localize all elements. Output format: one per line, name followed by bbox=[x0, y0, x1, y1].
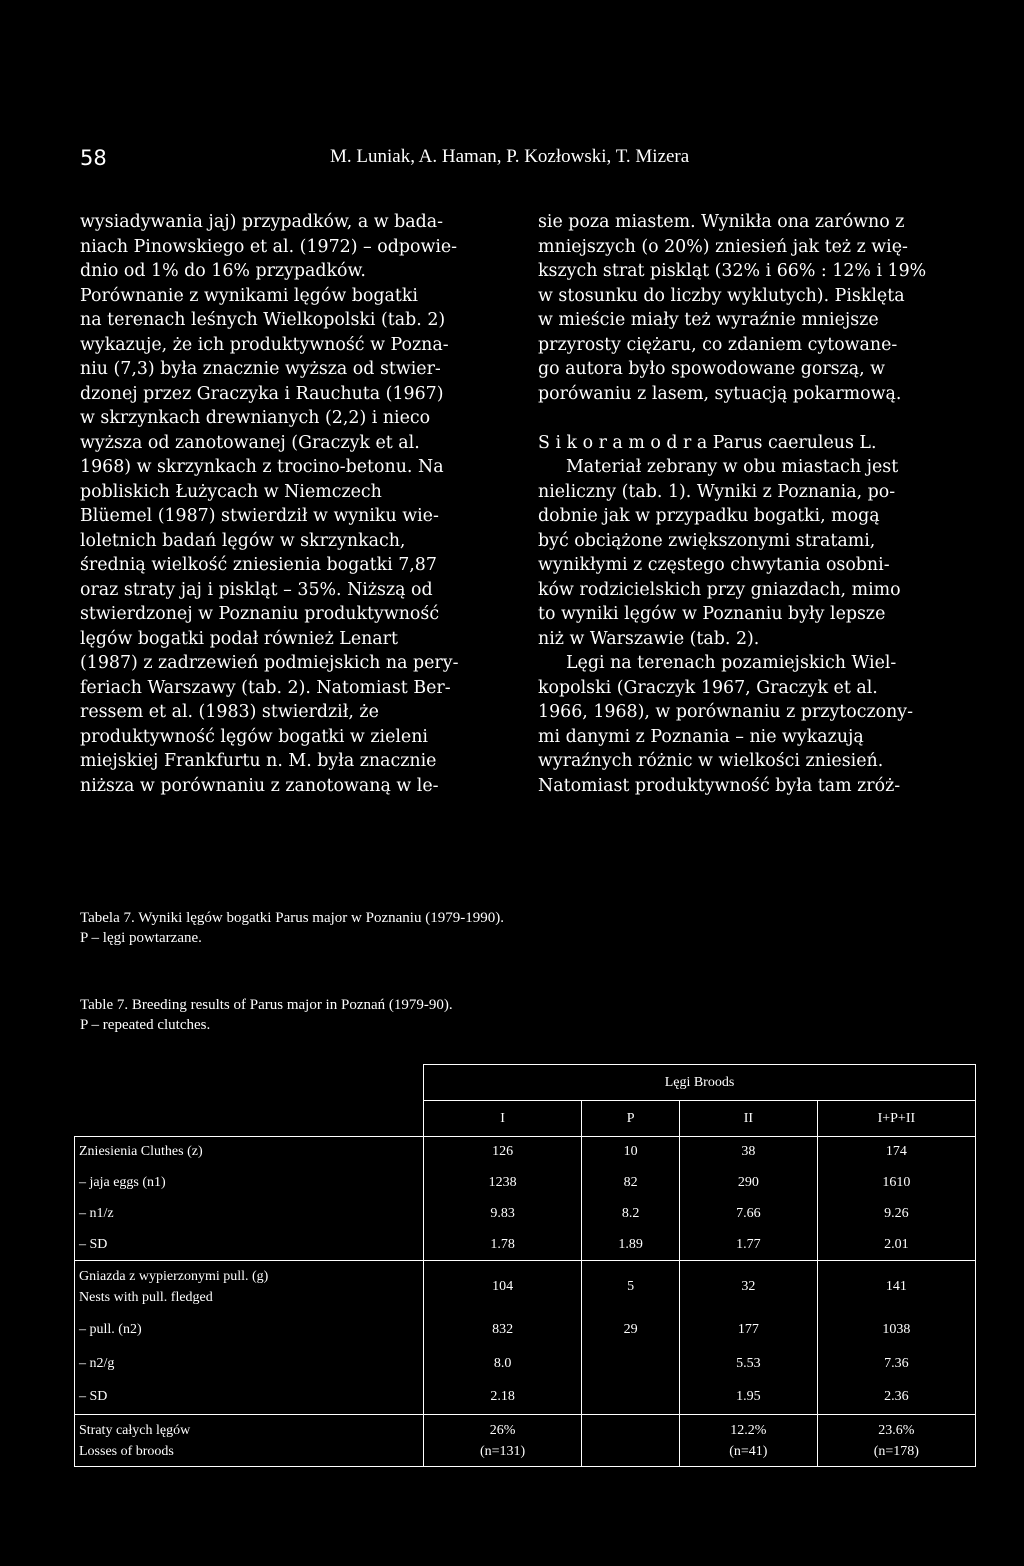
table-row bbox=[75, 1381, 976, 1415]
row-label: – pull. (n2) bbox=[75, 1313, 424, 1347]
text-line: wyraźnych różnic w wielkości zniesień. bbox=[538, 751, 884, 771]
text-line: Lęgi na terenach pozamiejskich Wiel- bbox=[566, 653, 897, 673]
text-line: w skrzynkach drewnianych (2,2) i nieco bbox=[80, 408, 431, 428]
table-row bbox=[75, 1313, 976, 1347]
table-cell: 177 bbox=[679, 1313, 817, 1347]
text-line: niż w Warszawie (tab. 2). bbox=[538, 628, 760, 649]
table-cell: 1610 bbox=[817, 1168, 975, 1199]
table-cell: 9.26 bbox=[817, 1199, 975, 1230]
row-label: – SD bbox=[75, 1381, 424, 1415]
section-heading: S i k o r a m o d r a Parus caeruleus L. bbox=[538, 432, 877, 453]
text-line: oraz straty jaj i piskląt – 35%. Niższą od bbox=[80, 579, 433, 600]
row-label bbox=[75, 1261, 424, 1313]
text-line: być obciążone zwiększonymi stratami, bbox=[538, 530, 876, 551]
row-label-en: Losses of broods bbox=[79, 1443, 174, 1459]
text-line: ków rodzicielskich przy gniazdach, mimo bbox=[538, 579, 901, 600]
text-line: mniejszych (o 20%) zniesień jak też z wię- bbox=[538, 236, 908, 257]
text-line: kopolski (Graczyk 1967, Graczyk et al. bbox=[538, 677, 878, 698]
table-cell: 126 bbox=[424, 1137, 582, 1168]
right-text-column bbox=[538, 210, 964, 798]
table-row bbox=[75, 1137, 976, 1168]
text-line: loletnich badań lęgów w skrzynkach, bbox=[80, 530, 406, 551]
table-cell bbox=[582, 1415, 680, 1467]
cell-n: (n=178) bbox=[873, 1443, 919, 1459]
caption-line: P – repeated clutches. bbox=[80, 1017, 211, 1033]
text-line: przyrosty ciężaru, co zdaniem cytowane- bbox=[538, 334, 898, 355]
text-line: Materiał zebrany w obu miastach jest bbox=[566, 457, 899, 477]
table-cell: 29 bbox=[582, 1313, 680, 1347]
table-cell: 1038 bbox=[817, 1313, 975, 1347]
column-header: I+P+II bbox=[817, 1101, 975, 1137]
caption-english bbox=[80, 995, 453, 1035]
table-cell: 7.36 bbox=[817, 1347, 975, 1381]
text-line: pobliskich Łużycach w Niemczech bbox=[80, 481, 382, 502]
table-cell: 174 bbox=[817, 1137, 975, 1168]
table-cell bbox=[817, 1415, 975, 1467]
table-cell: 2.36 bbox=[817, 1381, 975, 1415]
column-header: I bbox=[424, 1101, 582, 1137]
cell-value: 12.2% bbox=[730, 1422, 767, 1438]
text-line bbox=[538, 406, 964, 431]
table-cell: 2.01 bbox=[817, 1230, 975, 1261]
text-line: dzonej przez Graczyka i Rauchuta (1967) bbox=[80, 383, 444, 404]
table-cell: 2.18 bbox=[424, 1381, 582, 1415]
caption-line: Tabela 7. Wyniki lęgów bogatki Parus major w Poznaniu (1979-1990). bbox=[80, 910, 504, 926]
text-line: produktywność lęgów bogatki w zieleni bbox=[80, 726, 428, 747]
text-line: 1968) w skrzynkach z trocino-betonu. Na bbox=[80, 457, 444, 477]
text-line: wynikłymi z częstego chwytania osobni- bbox=[538, 555, 890, 575]
table-cell: 290 bbox=[679, 1168, 817, 1199]
table-cell: 8.2 bbox=[582, 1199, 680, 1230]
caption-line: Table 7. Breeding results of Parus major in Poznań (1979-90). bbox=[80, 997, 453, 1013]
cell-value: 23.6% bbox=[878, 1422, 915, 1438]
row-label: – n2/g bbox=[75, 1347, 424, 1381]
row-label: – n1/z bbox=[75, 1199, 424, 1230]
column-header: II bbox=[679, 1101, 817, 1137]
table-cell: 32 bbox=[679, 1261, 817, 1313]
table-cell: 1.89 bbox=[582, 1230, 680, 1261]
table-cell: 141 bbox=[817, 1261, 975, 1313]
text-line: dobnie jak w przypadku bogatki, mogą bbox=[538, 506, 880, 526]
text-line: na terenach leśnych Wielkopolski (tab. 2) bbox=[80, 310, 446, 330]
table-cell: 7.66 bbox=[679, 1199, 817, 1230]
table-row bbox=[75, 1168, 976, 1199]
text-line: wyższa od zanotowanej (Graczyk et al. bbox=[80, 432, 420, 453]
text-line: porówaniu z lasem, sytuacją pokarmową. bbox=[538, 383, 902, 404]
text-line: wysiadywania jaj) przypadków, a w bada- bbox=[80, 212, 444, 232]
breeding-results-table bbox=[74, 1064, 976, 1467]
row-label: – jaja eggs (n1) bbox=[75, 1168, 424, 1199]
table-cell: 1.95 bbox=[679, 1381, 817, 1415]
row-label bbox=[75, 1415, 424, 1467]
text-line: sie poza miastem. Wynikła ona zarówno z bbox=[538, 212, 905, 232]
text-line: Natomiast produktywność była tam zróż- bbox=[538, 775, 901, 796]
row-label-en: Nests with pull. fledged bbox=[79, 1289, 213, 1305]
table-cell: 5 bbox=[582, 1261, 680, 1313]
table-cell: 9.83 bbox=[424, 1199, 582, 1230]
table-group-header: Lęgi Broods bbox=[424, 1065, 976, 1101]
table-row bbox=[75, 1230, 976, 1261]
text-line: nieliczny (tab. 1). Wyniki z Poznania, po- bbox=[538, 481, 896, 502]
table-cell: 1.78 bbox=[424, 1230, 582, 1261]
row-label-pl: Gniazda z wypierzonymi pull. (g) bbox=[79, 1268, 269, 1284]
table-row bbox=[75, 1261, 976, 1313]
table-cell: 5.53 bbox=[679, 1347, 817, 1381]
table-cell: 1238 bbox=[424, 1168, 582, 1199]
row-label: Zniesienia Cluthes (z) bbox=[75, 1137, 424, 1168]
text-line: 1966, 1968), w porównaniu z przytoczony- bbox=[538, 702, 914, 722]
table-row bbox=[75, 1199, 976, 1230]
text-line: go autora było spowodowane gorszą, w bbox=[538, 359, 886, 379]
caption-polish bbox=[80, 908, 504, 948]
table-corner bbox=[75, 1101, 424, 1137]
text-line: Blüemel (1987) stwierdził w wyniku wie- bbox=[80, 506, 439, 526]
text-line: (1987) z zadrzewień podmiejskich na pery- bbox=[80, 653, 459, 673]
text-line: miejskiej Frankfurtu n. M. była znacznie bbox=[80, 751, 437, 771]
table-cell: 82 bbox=[582, 1168, 680, 1199]
text-line: Porównanie z wynikami lęgów bogatki bbox=[80, 285, 418, 306]
text-line: niach Pinowskiego et al. (1972) – odpowie- bbox=[80, 236, 458, 257]
running-head-authors: M. Luniak, A. Haman, P. Kozłowski, T. Mizera bbox=[330, 146, 690, 167]
text-line: feriach Warszawy (tab. 2). Natomiast Ber- bbox=[80, 677, 451, 698]
table-row bbox=[75, 1347, 976, 1381]
table-cell: 10 bbox=[582, 1137, 680, 1168]
text-line: dnio od 1% do 16% przypadków. bbox=[80, 261, 366, 281]
cell-n: (n=41) bbox=[729, 1443, 768, 1459]
text-line: średnią wielkość zniesienia bogatki 7,87 bbox=[80, 555, 437, 575]
row-label: – SD bbox=[75, 1230, 424, 1261]
text-line: niższa w porównaniu z zanotowaną w le- bbox=[80, 775, 439, 796]
table-cell bbox=[582, 1347, 680, 1381]
table-cell bbox=[582, 1381, 680, 1415]
text-line: stwierdzonej w Poznaniu produktywność bbox=[80, 604, 440, 624]
page-number: 58 bbox=[80, 146, 107, 170]
table-cell bbox=[679, 1415, 817, 1467]
text-line: w stosunku do liczby wyklutych). Pisklęta bbox=[538, 285, 905, 306]
row-label-pl: Straty całych lęgów bbox=[79, 1422, 191, 1438]
table-corner bbox=[75, 1065, 424, 1101]
text-line: niu (7,3) była znacznie wyższa od stwier- bbox=[80, 359, 441, 379]
cell-value: 26% bbox=[489, 1422, 516, 1438]
table-cell: 832 bbox=[424, 1313, 582, 1347]
text-line: to wyniki lęgów w Poznaniu były lepsze bbox=[538, 604, 886, 624]
column-header: P bbox=[582, 1101, 680, 1137]
text-line: ressem et al. (1983) stwierdził, że bbox=[80, 702, 379, 722]
table-cell: 1.77 bbox=[679, 1230, 817, 1261]
caption-line: P – lęgi powtarzane. bbox=[80, 930, 202, 946]
text-line: mi danymi z Poznania – nie wykazują bbox=[538, 726, 864, 747]
table-row bbox=[75, 1415, 976, 1467]
text-line: wykazuje, że ich produktywność w Pozna- bbox=[80, 334, 449, 355]
table-cell: 38 bbox=[679, 1137, 817, 1168]
table-cell: 104 bbox=[424, 1261, 582, 1313]
cell-n: (n=131) bbox=[479, 1443, 526, 1459]
text-line: w mieście miały też wyraźnie mniejsze bbox=[538, 310, 879, 330]
table-cell: 8.0 bbox=[424, 1347, 582, 1381]
text-line: kszych strat piskląt (32% i 66% : 12% i 19% bbox=[538, 261, 927, 281]
text-line: lęgów bogatki podał również Lenart bbox=[80, 628, 398, 649]
table-cell bbox=[424, 1415, 582, 1467]
left-text-column bbox=[80, 210, 502, 798]
